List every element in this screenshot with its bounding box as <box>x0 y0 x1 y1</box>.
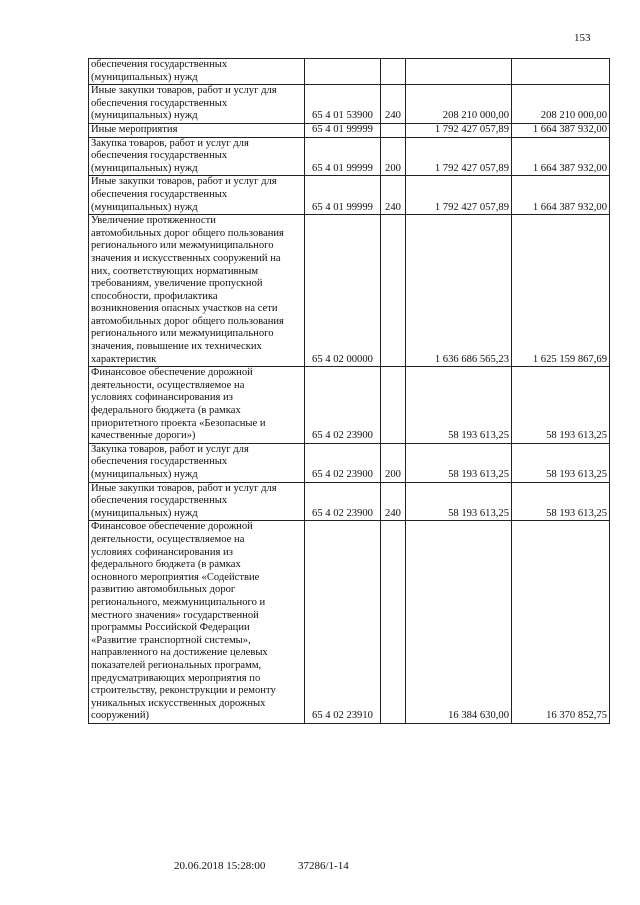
row-value-2-cell: 1 664 387 932,00 <box>512 137 610 176</box>
row-value-2-cell: 1 664 387 932,00 <box>512 123 610 137</box>
row-type-cell <box>381 521 406 724</box>
row-name-cell: Иные мероприятия <box>89 123 305 137</box>
row-value-1-cell: 1 792 427 057,89 <box>406 137 512 176</box>
footer-date: 20.06.2018 15:28:00 <box>174 860 266 872</box>
row-code-cell: 65 4 02 23900 <box>305 443 381 482</box>
table-row <box>89 85 610 124</box>
row-type-cell: 240 <box>381 85 406 124</box>
table-row <box>89 137 610 176</box>
row-type-cell: 240 <box>381 176 406 215</box>
row-value-1-cell: 1 636 686 565,23 <box>406 215 512 367</box>
row-value-1-cell: 58 193 613,25 <box>406 443 512 482</box>
row-name-cell: Финансовое обеспечение дорожной деятельности, осуществляемое на условиях софинансирования из федерального бюджета (в рамках приоритетного проекта «Безопасные и качественные дороги») <box>89 367 305 444</box>
row-type-cell: 200 <box>381 137 406 176</box>
row-value-1-cell <box>406 59 512 85</box>
table-row <box>89 215 610 367</box>
row-value-2-cell: 58 193 613,25 <box>512 443 610 482</box>
budget-table <box>88 58 610 724</box>
row-code-cell: 65 4 01 53900 <box>305 85 381 124</box>
table-row <box>89 176 610 215</box>
table-row <box>89 482 610 521</box>
row-value-2-cell: 16 370 852,75 <box>512 521 610 724</box>
row-value-2-cell: 1 664 387 932,00 <box>512 176 610 215</box>
table-row <box>89 367 610 444</box>
row-name-cell: Иные закупки товаров, работ и услуг для обеспечения государственных (муниципальных) нужд <box>89 176 305 215</box>
row-code-cell: 65 4 02 23910 <box>305 521 381 724</box>
row-name-cell: обеспечения государственных (муниципальных) нужд <box>89 59 305 85</box>
row-value-1-cell: 208 210 000,00 <box>406 85 512 124</box>
row-value-2-cell: 208 210 000,00 <box>512 85 610 124</box>
row-type-cell <box>381 215 406 367</box>
row-value-2-cell <box>512 59 610 85</box>
row-name-cell: Закупка товаров, работ и услуг для обеспечения государственных (муниципальных) нужд <box>89 443 305 482</box>
row-code-cell: 65 4 02 23900 <box>305 367 381 444</box>
row-value-2-cell: 1 625 159 867,69 <box>512 215 610 367</box>
row-type-cell <box>381 59 406 85</box>
row-name-cell: Закупка товаров, работ и услуг для обеспечения государственных (муниципальных) нужд <box>89 137 305 176</box>
footer-document-number: 37286/1-14 <box>298 860 349 872</box>
row-value-2-cell: 58 193 613,25 <box>512 367 610 444</box>
row-code-cell: 65 4 01 99999 <box>305 176 381 215</box>
row-code-cell <box>305 59 381 85</box>
row-code-cell: 65 4 02 00000 <box>305 215 381 367</box>
row-value-1-cell: 1 792 427 057,89 <box>406 123 512 137</box>
row-type-cell <box>381 367 406 444</box>
row-value-1-cell: 58 193 613,25 <box>406 367 512 444</box>
row-code-cell: 65 4 01 99999 <box>305 123 381 137</box>
table-row <box>89 443 610 482</box>
row-value-1-cell: 1 792 427 057,89 <box>406 176 512 215</box>
row-type-cell <box>381 123 406 137</box>
page-number: 153 <box>574 32 591 44</box>
row-name-cell: Иные закупки товаров, работ и услуг для обеспечения государственных (муниципальных) нужд <box>89 482 305 521</box>
table-row <box>89 123 610 137</box>
row-type-cell: 240 <box>381 482 406 521</box>
row-type-cell: 200 <box>381 443 406 482</box>
row-value-1-cell: 16 384 630,00 <box>406 521 512 724</box>
budget-table-body <box>89 59 610 724</box>
row-value-2-cell: 58 193 613,25 <box>512 482 610 521</box>
row-name-cell: Иные закупки товаров, работ и услуг для обеспечения государственных (муниципальных) нужд <box>89 85 305 124</box>
table-row <box>89 521 610 724</box>
row-code-cell: 65 4 02 23900 <box>305 482 381 521</box>
row-name-cell: Увеличение протяженности автомобильных дорог общего пользования регионального или межмуниципального значения и искусственных сооружений на них, соответствующих нормативным требованиям, увеличение пропускной способности, профилактика возникновения опасных участков на сети автомобильных дорог общего пользования регионального или межмуниципального значения, повышение их технических характеристик <box>89 215 305 367</box>
row-value-1-cell: 58 193 613,25 <box>406 482 512 521</box>
row-name-cell: Финансовое обеспечение дорожной деятельности, осуществляемое на условиях софинансирования из федерального бюджета (в рамках основного мероприятия «Содействие развитию автомобильных дорог регионального, межмуниципального и местного значения» государственной программы Российской Федерации «Развитие транспортной системы», направленного на достижение целевых показателей региональных программ, предусматривающих мероприятия по строительству, реконструкции и ремонту уникальных искусственных дорожных сооружений) <box>89 521 305 724</box>
table-row <box>89 59 610 85</box>
row-code-cell: 65 4 01 99999 <box>305 137 381 176</box>
